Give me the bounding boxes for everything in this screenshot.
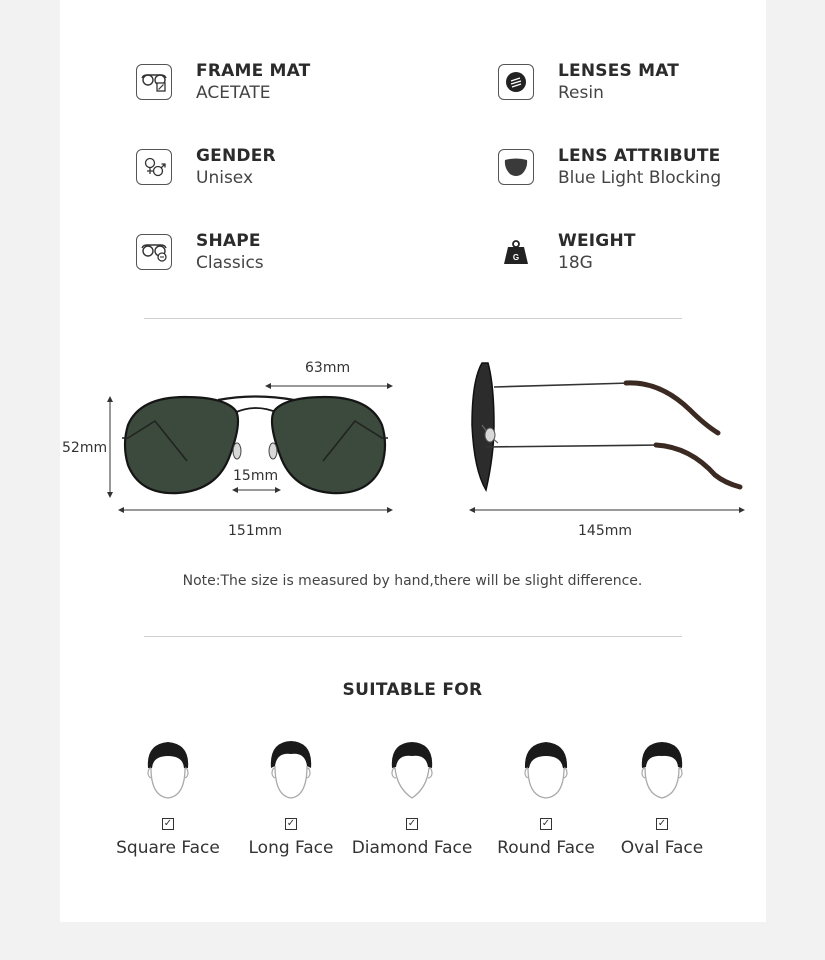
spec-value: Classics	[196, 253, 264, 273]
face-label: Diamond Face	[351, 838, 473, 858]
spec-title: LENSES MAT	[558, 61, 680, 81]
spec-title: WEIGHT	[558, 231, 636, 251]
face-label: Round Face	[497, 838, 595, 858]
gender-icon	[136, 149, 172, 185]
spec-value: Blue Light Blocking	[558, 168, 722, 188]
frame-width-label: 151mm	[228, 523, 282, 539]
face-label: Square Face	[116, 838, 220, 858]
checkbox-icon: ✓	[407, 818, 417, 829]
suitable-for-title: SUITABLE FOR	[342, 680, 483, 700]
spec-value: Unisex	[196, 168, 254, 188]
weight-icon-letter: G	[512, 253, 520, 262]
square-face-icon	[143, 738, 193, 800]
long-face-icon	[266, 738, 316, 800]
checkbox-icon: ✓	[657, 818, 667, 829]
spec-shape	[136, 230, 264, 274]
checkbox-icon: ✓	[163, 818, 173, 829]
spec-value: 18G	[558, 253, 593, 273]
bridge-width-label: 15mm	[233, 468, 279, 484]
spec-value: Resin	[558, 83, 604, 103]
spec-value: ACETATE	[196, 83, 271, 103]
face-item-square	[103, 738, 233, 858]
spec-weight	[498, 230, 636, 274]
lens-shape-icon	[498, 149, 534, 185]
face-item-diamond	[347, 738, 477, 858]
oval-face-icon	[637, 738, 687, 800]
weight-icon	[498, 234, 534, 270]
spec-title: GENDER	[196, 146, 276, 166]
glasses-side-view	[460, 355, 755, 520]
face-item-oval	[597, 738, 727, 858]
face-item-long	[226, 738, 356, 858]
glasses-shape-icon	[136, 234, 172, 270]
face-item-round	[481, 738, 611, 858]
checkbox-icon: ✓	[541, 818, 551, 829]
checkbox-icon: ✓	[286, 818, 296, 829]
spec-frame-material	[136, 60, 310, 104]
divider-top	[144, 318, 682, 319]
face-label: Oval Face	[620, 838, 704, 858]
spec-lens-material	[498, 60, 679, 104]
face-label: Long Face	[248, 838, 334, 858]
lens-width-label: 63mm	[305, 360, 351, 376]
spec-title: LENS ATTRIBUTE	[558, 146, 721, 166]
spec-gender	[136, 145, 276, 189]
spec-title: FRAME MAT	[196, 61, 311, 81]
spec-lens-attribute	[498, 145, 721, 189]
spec-title: SHAPE	[196, 231, 261, 251]
glasses-frame-icon	[136, 64, 172, 100]
round-face-icon	[521, 738, 571, 800]
temple-length-label: 145mm	[578, 523, 632, 539]
glasses-front-view	[100, 355, 405, 520]
lens-height-label: 52mm	[62, 440, 108, 456]
diamond-face-icon	[387, 738, 437, 800]
divider-bottom	[144, 636, 682, 637]
measurement-note: Note:The size is measured by hand,there will be slight difference.	[182, 573, 643, 589]
lens-material-icon	[498, 64, 534, 100]
